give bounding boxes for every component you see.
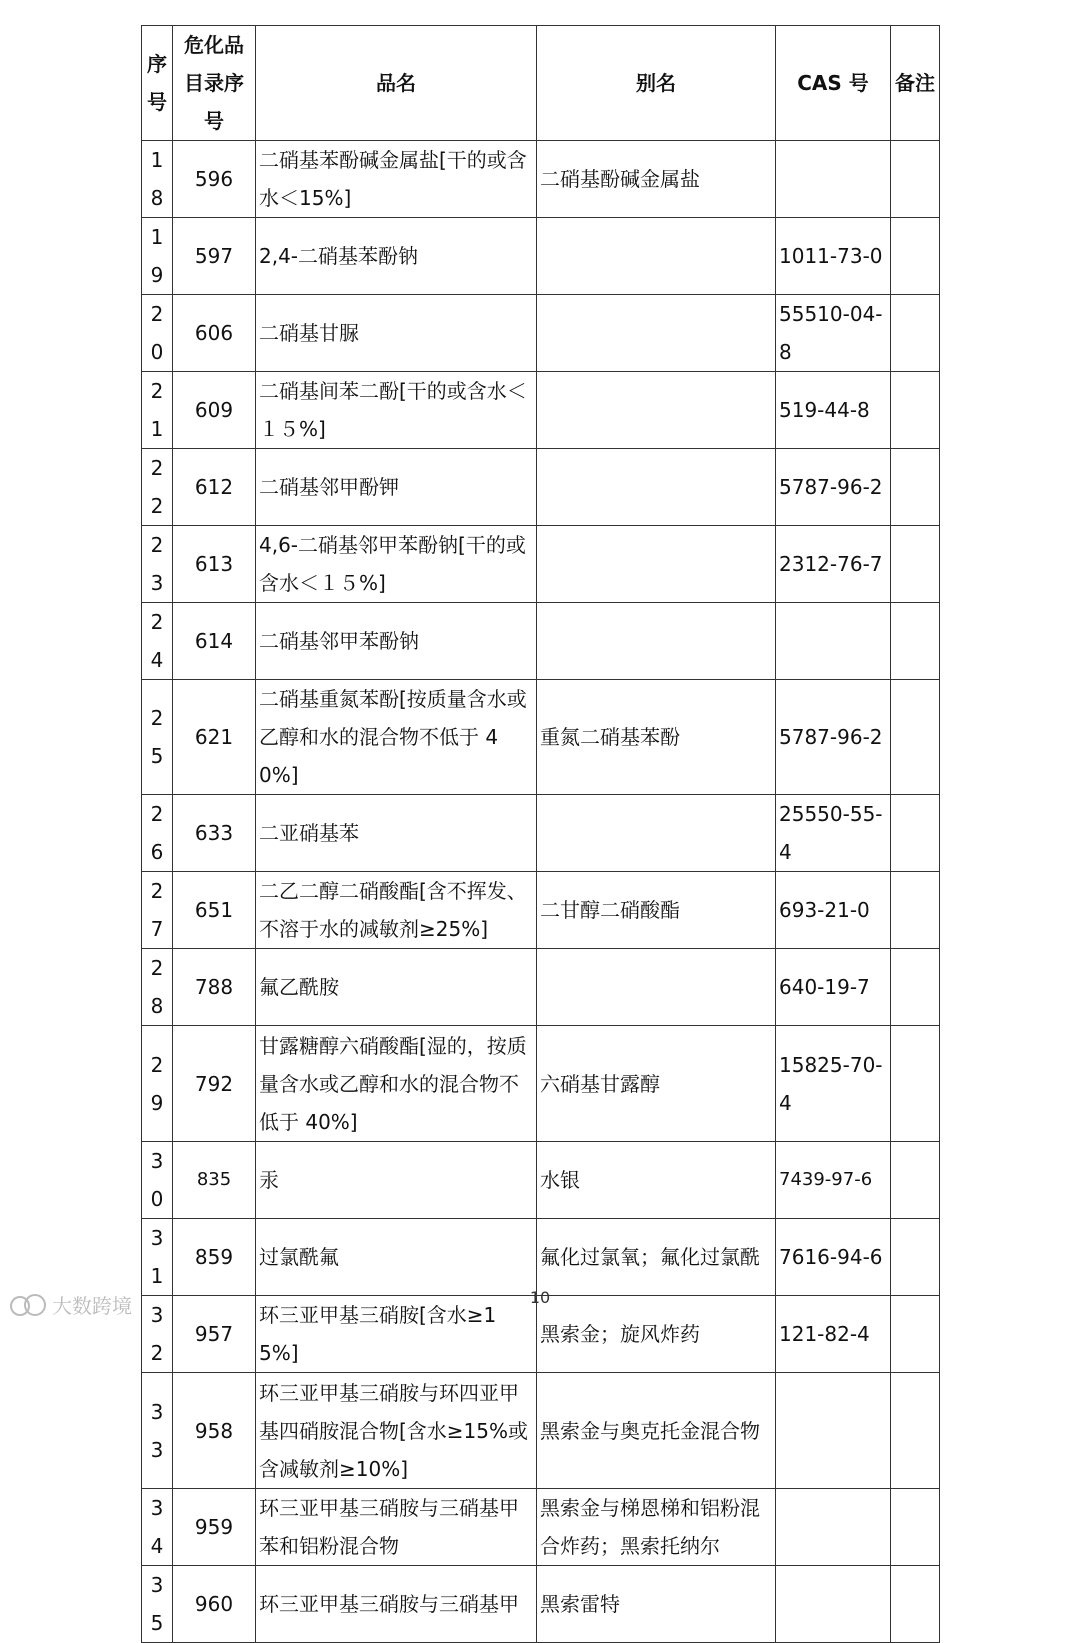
cell-catalog: 651 [173, 872, 256, 949]
table-row [142, 949, 940, 1026]
cell-name: 二硝基甘脲 [256, 295, 537, 372]
cell-catalog: 959 [173, 1489, 256, 1566]
table-row [142, 603, 940, 680]
table-row [142, 795, 940, 872]
cell-seq: 32 [142, 1296, 173, 1373]
cell-catalog: 597 [173, 218, 256, 295]
cell-note [891, 1296, 940, 1373]
cell-name: 二硝基间苯二酚[干的或含水＜１５%] [256, 372, 537, 449]
cell-seq: 19 [142, 218, 173, 295]
table-row [142, 872, 940, 949]
cell-catalog: 614 [173, 603, 256, 680]
watermark-text: 大数跨境 [52, 1294, 132, 1318]
table-row [142, 1566, 940, 1643]
table-row [142, 680, 940, 795]
cell-note [891, 218, 940, 295]
cell-seq: 20 [142, 295, 173, 372]
cell-catalog: 788 [173, 949, 256, 1026]
cell-alias: 水银 [537, 1142, 776, 1219]
cell-catalog: 859 [173, 1219, 256, 1296]
cell-alias [537, 603, 776, 680]
header-seq: 序号 [142, 26, 173, 141]
cell-cas: 121-82-4 [776, 1296, 891, 1373]
table-row [142, 141, 940, 218]
cell-cas [776, 1566, 891, 1643]
cell-seq: 31 [142, 1219, 173, 1296]
cell-note [891, 1219, 940, 1296]
cell-name: 二乙二醇二硝酸酯[含不挥发、不溶于水的减敏剂≥25%] [256, 872, 537, 949]
cell-name: 二硝基重氮苯酚[按质量含水或乙醇和水的混合物不低于 40%] [256, 680, 537, 795]
cell-seq: 29 [142, 1026, 173, 1142]
cell-alias: 二硝基酚碱金属盐 [537, 141, 776, 218]
cell-cas: 25550-55-4 [776, 795, 891, 872]
cell-alias: 氟化过氯氧；氟化过氯酰 [537, 1219, 776, 1296]
cell-name: 甘露糖醇六硝酸酯[湿的，按质量含水或乙醇和水的混合物不低于 40%] [256, 1026, 537, 1142]
table-row [142, 1296, 940, 1373]
cell-name: 氟乙酰胺 [256, 949, 537, 1026]
cell-catalog: 957 [173, 1296, 256, 1373]
cell-cas [776, 603, 891, 680]
cell-name: 环三亚甲基三硝胺[含水≥15%] [256, 1296, 537, 1373]
cell-alias [537, 526, 776, 603]
table-row [142, 1489, 940, 1566]
page-number: 10 [529, 1288, 551, 1307]
cell-name: 2,4-二硝基苯酚钠 [256, 218, 537, 295]
cell-name: 过氯酰氟 [256, 1219, 537, 1296]
table-row [142, 1142, 940, 1219]
cell-cas [776, 1373, 891, 1489]
cell-name: 环三亚甲基三硝胺与三硝基甲苯和铝粉混合物 [256, 1489, 537, 1566]
cell-note [891, 603, 940, 680]
cell-seq: 25 [142, 680, 173, 795]
cell-seq: 24 [142, 603, 173, 680]
cell-seq: 26 [142, 795, 173, 872]
cell-note [891, 1026, 940, 1142]
cell-cas [776, 1489, 891, 1566]
cell-alias [537, 949, 776, 1026]
cell-note [891, 526, 940, 603]
cell-name: 二亚硝基苯 [256, 795, 537, 872]
cell-name: 汞 [256, 1142, 537, 1219]
cell-note [891, 680, 940, 795]
cell-note [891, 1489, 940, 1566]
header-alias: 别名 [537, 26, 776, 141]
cell-note [891, 872, 940, 949]
cell-alias: 黑索金与奥克托金混合物 [537, 1373, 776, 1489]
cell-alias: 六硝基甘露醇 [537, 1026, 776, 1142]
cell-alias: 二甘醇二硝酸酯 [537, 872, 776, 949]
cell-note [891, 295, 940, 372]
cell-alias: 黑索金与梯恩梯和铝粉混合炸药；黑索托纳尔 [537, 1489, 776, 1566]
cell-note [891, 949, 940, 1026]
cell-catalog: 596 [173, 141, 256, 218]
cell-cas: 693-21-0 [776, 872, 891, 949]
cell-seq: 30 [142, 1142, 173, 1219]
cell-alias [537, 218, 776, 295]
cell-seq: 28 [142, 949, 173, 1026]
cell-seq: 21 [142, 372, 173, 449]
cell-cas: 2312-76-7 [776, 526, 891, 603]
cell-note [891, 1373, 940, 1489]
cell-note [891, 449, 940, 526]
chemical-table [141, 25, 940, 1643]
cell-catalog: 792 [173, 1026, 256, 1142]
cell-seq: 22 [142, 449, 173, 526]
cell-cas: 1011-73-0 [776, 218, 891, 295]
table-row [142, 526, 940, 603]
table-row [142, 449, 940, 526]
cell-cas: 5787-96-2 [776, 680, 891, 795]
cell-name: 二硝基邻甲苯酚钠 [256, 603, 537, 680]
cell-catalog: 958 [173, 1373, 256, 1489]
cell-seq: 34 [142, 1489, 173, 1566]
cell-alias: 黑索雷特 [537, 1566, 776, 1643]
cell-alias [537, 449, 776, 526]
cell-name: 二硝基苯酚碱金属盐[干的或含水＜15%] [256, 141, 537, 218]
table-row [142, 218, 940, 295]
header-cas: CAS 号 [776, 26, 891, 141]
header-catalog: 危化品目录序号 [173, 26, 256, 141]
cell-cas: 15825-70-4 [776, 1026, 891, 1142]
cell-seq: 33 [142, 1373, 173, 1489]
cell-catalog: 633 [173, 795, 256, 872]
cell-catalog: 621 [173, 680, 256, 795]
cell-name: 4,6-二硝基邻甲苯酚钠[干的或含水＜１５%] [256, 526, 537, 603]
table-row [142, 1219, 940, 1296]
cell-catalog: 960 [173, 1566, 256, 1643]
table-row [142, 295, 940, 372]
table-body [142, 141, 940, 1643]
cell-note [891, 795, 940, 872]
cell-cas: 640-19-7 [776, 949, 891, 1026]
cell-note [891, 372, 940, 449]
cell-catalog: 835 [173, 1142, 256, 1219]
header-row [142, 26, 940, 141]
cell-catalog: 612 [173, 449, 256, 526]
cell-alias: 重氮二硝基苯酚 [537, 680, 776, 795]
cell-name: 环三亚甲基三硝胺与三硝基甲 [256, 1566, 537, 1643]
cell-name: 二硝基邻甲酚钾 [256, 449, 537, 526]
cell-cas: 7616-94-6 [776, 1219, 891, 1296]
table-row [142, 372, 940, 449]
cell-alias [537, 372, 776, 449]
cell-seq: 23 [142, 526, 173, 603]
cell-cas: 55510-04-8 [776, 295, 891, 372]
cell-cas: 7439-97-6 [776, 1142, 891, 1219]
cell-alias [537, 795, 776, 872]
cell-seq: 27 [142, 872, 173, 949]
cell-seq: 35 [142, 1566, 173, 1643]
cell-note [891, 141, 940, 218]
cell-seq: 18 [142, 141, 173, 218]
cell-catalog: 609 [173, 372, 256, 449]
cell-catalog: 613 [173, 526, 256, 603]
cell-note [891, 1142, 940, 1219]
cell-cas: 5787-96-2 [776, 449, 891, 526]
cell-cas [776, 141, 891, 218]
cell-name: 环三亚甲基三硝胺与环四亚甲基四硝胺混合物[含水≥15%或含减敏剂≥10%] [256, 1373, 537, 1489]
cell-alias: 黑索金；旋风炸药 [537, 1296, 776, 1373]
table-row [142, 1373, 940, 1489]
header-name: 品名 [256, 26, 537, 141]
table-row [142, 1026, 940, 1142]
cell-cas: 519-44-8 [776, 372, 891, 449]
cell-catalog: 606 [173, 295, 256, 372]
cell-note [891, 1566, 940, 1643]
cell-alias [537, 295, 776, 372]
header-note: 备注 [891, 26, 940, 141]
